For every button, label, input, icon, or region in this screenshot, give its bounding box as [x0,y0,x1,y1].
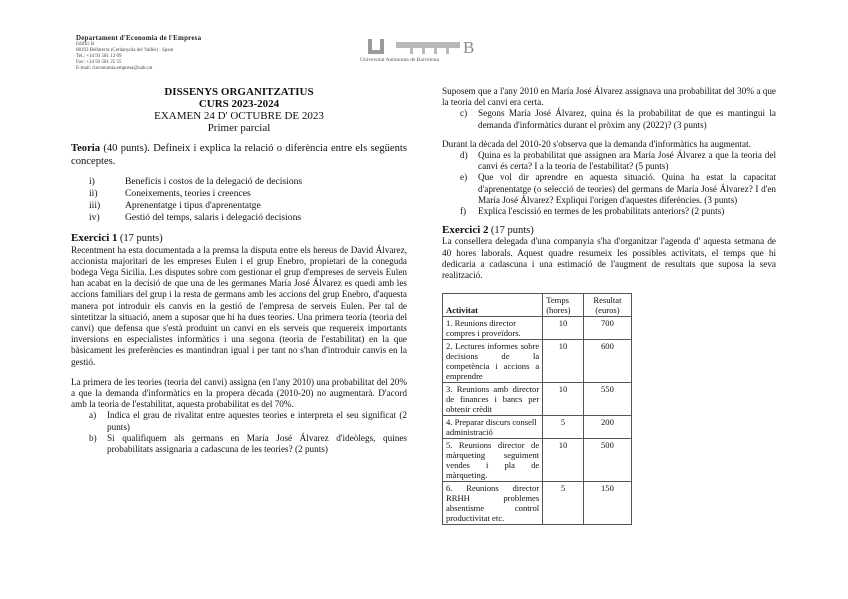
department-name: Departament d'Economia de l'Empresa [76,34,202,42]
contact-line: 08193 Bellaterra (Cerdanyola del Vallès) · Spain [76,48,174,53]
theory-instruction: Defineix i explica la relació o diferència entre els següents conceptes. [71,143,407,167]
table-row: 2. Lectures informes sobre decisions de la competència i accions a emprendre 10 600 [443,340,632,383]
ex1-paragraph-1: Recentment ha esta documentada a la premsa la disputa entre els hereus de David Álvarez, accionista majoritari de les empreses Eulen i el grup Enebro, propietari de la coneguda bodega Vega Sicilia. Les disputes sobre com gestionar el grup d'empreses de serveis Eulen han acabat en la decisió de que una de les germanes María José Álvarez es quedi amb les accions familiars del grup i la resta de germans amb les accions del grup Enebro, d'aquesta manera pot introduir els canvis en la gestió de l'empresa de serveis Eulen. Per tal de sintetitzar la situació, anem a suposar que hi ha dues teories. Una primera teoria (teoria del canvi) que defensa que s'està produint un canvi en els serveis que requereix importants inversions en especialistes informàtics i una segona (teoria de l'estabilitat) en la que bàsicament les preferències es mantindran igual i per tant no s'han d'introduir canvis en la gestió. [71,244,407,367]
theory-list [71,176,407,223]
contact-line: Fax: +34 93 581 25 55 [76,60,122,65]
contact-line: E-mail: d.economia.empresa@uab.cat [76,66,153,71]
table-row: 6. Reunions director RRHH problemes absentisme control productivitat etc. 5 150 [443,482,632,525]
exam-part: Primer parcial [207,122,271,134]
list-item: d) Quina es la probabilitat que assignen ara María José Álvarez a que la teoria del canvi és certa? I a la teoria de l'estabilitat? (5 punts) [460,150,776,172]
table-row: 4. Preparar discurs consell administració 5 200 [443,416,632,439]
university-name: Universitat Autònoma de Barcelona [360,57,439,63]
column-header: Temps (hores) [543,294,584,317]
ex2-paragraph: La consellera delegada d'una companyia s'ha d'organitzar l'agenda d' aquesta setmana de 40 hores laborals. Aquest quadre resumeix les possibles activitats, el temps que hi dedicaria a cadascuna i una estimació de l'augment de resultats que suposa la seva realització. [442,236,776,281]
contact-line: Edifici B [76,42,95,47]
theory-points: (40 punts). [103,143,150,154]
list-item: e) Que vol dir aprendre en aquesta situació. Quina ha estat la capacitat d'aprenentatge (o selecció de teories) del germans de María José Álvarez? I d'en María José Álvarez? Expliqui l'origen d'aquestes diferències. (3 punts) [460,172,776,205]
activities-table [442,293,632,525]
exam-title: DISSENYS ORGANITZATIUS [164,86,314,98]
ex1-heading: Exercici 1 (17 punts) [71,232,163,245]
list-item: iii) Aprenentatge i tipus d'aprenentatge [89,199,261,211]
list-item: ii) Coneixements, teories i creences [89,187,251,199]
ex1-paragraph-4: Durant la dècada del 2010-20 s'observa que la demanda d'informàtics ha augmentat. [442,138,751,149]
table-header-row [443,294,632,317]
column-header: Activitat [443,294,543,317]
theory-intro [71,143,407,168]
list-item: i) Beneficis i costos de la delegació de decisions [89,176,303,188]
list-item: c) Segons María José Álvarez, quina és la probabilitat de que es mantingui la demanda d'informàtics durant el pròxim any (2022)? (3 punts) [460,108,776,130]
list-item: iv) Gestió del temps, salaris i delegació decisions [89,211,302,223]
list-item: b) Si qualifiquem als germans en María José Álvarez d'ideòlegs, quines probabilitats assignaria a cadascuna de les teories? (2 punts) [89,432,407,455]
table-row: 3. Reunions amb director de finances i bancs per obtenir crèdit 10 550 [443,383,632,416]
left-column [71,86,407,455]
table-row: 1. Reunions director compres i proveïdors. 10 700 [443,317,632,340]
column-header: Resultat (euros) [583,294,631,317]
contact-line: Tel.: +34 93 581 12 09 [76,54,122,59]
ex2-heading: Exercici 2 (17 punts) [442,224,534,237]
right-column [442,86,776,525]
exam-date: EXAMEN 24 D' OCTUBRE DE 2023 [154,110,324,122]
table-row: 5. Reunions director de màrqueting seguiment vendes i pla de màrqueting. 10 500 [443,439,632,482]
exam-course: CURS 2023-2024 [198,98,280,110]
svg-text:B: B [463,38,475,56]
ex1-paragraph-2: La primera de les teories (teoria del canvi) assigna (en l'any 2010) una probabilitat del 20% a que la demanda d'informàtics en la propera dècada (2010-20) no augmentarà. D'acord amb la teoria de l'estabilitat, aquesta probabilitat es del 70%. [71,376,407,410]
uab-logo-icon [360,38,490,56]
list-item: a) Indica el grau de rivalitat entre aquestes teories e interpreta el seu significat (2 punts) [89,410,407,432]
department-header [76,34,266,72]
uab-logo [360,38,530,63]
list-item: f) Explica l'escissió en termes de les probabilitats anteriors? (2 punts) [460,206,725,217]
theory-heading: Teoria [71,143,101,154]
ex1-paragraph-3: Suposem que a l'any 2010 en María José Álvarez assignava una probabilitat del 30% a que la teoria del canvi era certa. [442,86,776,108]
